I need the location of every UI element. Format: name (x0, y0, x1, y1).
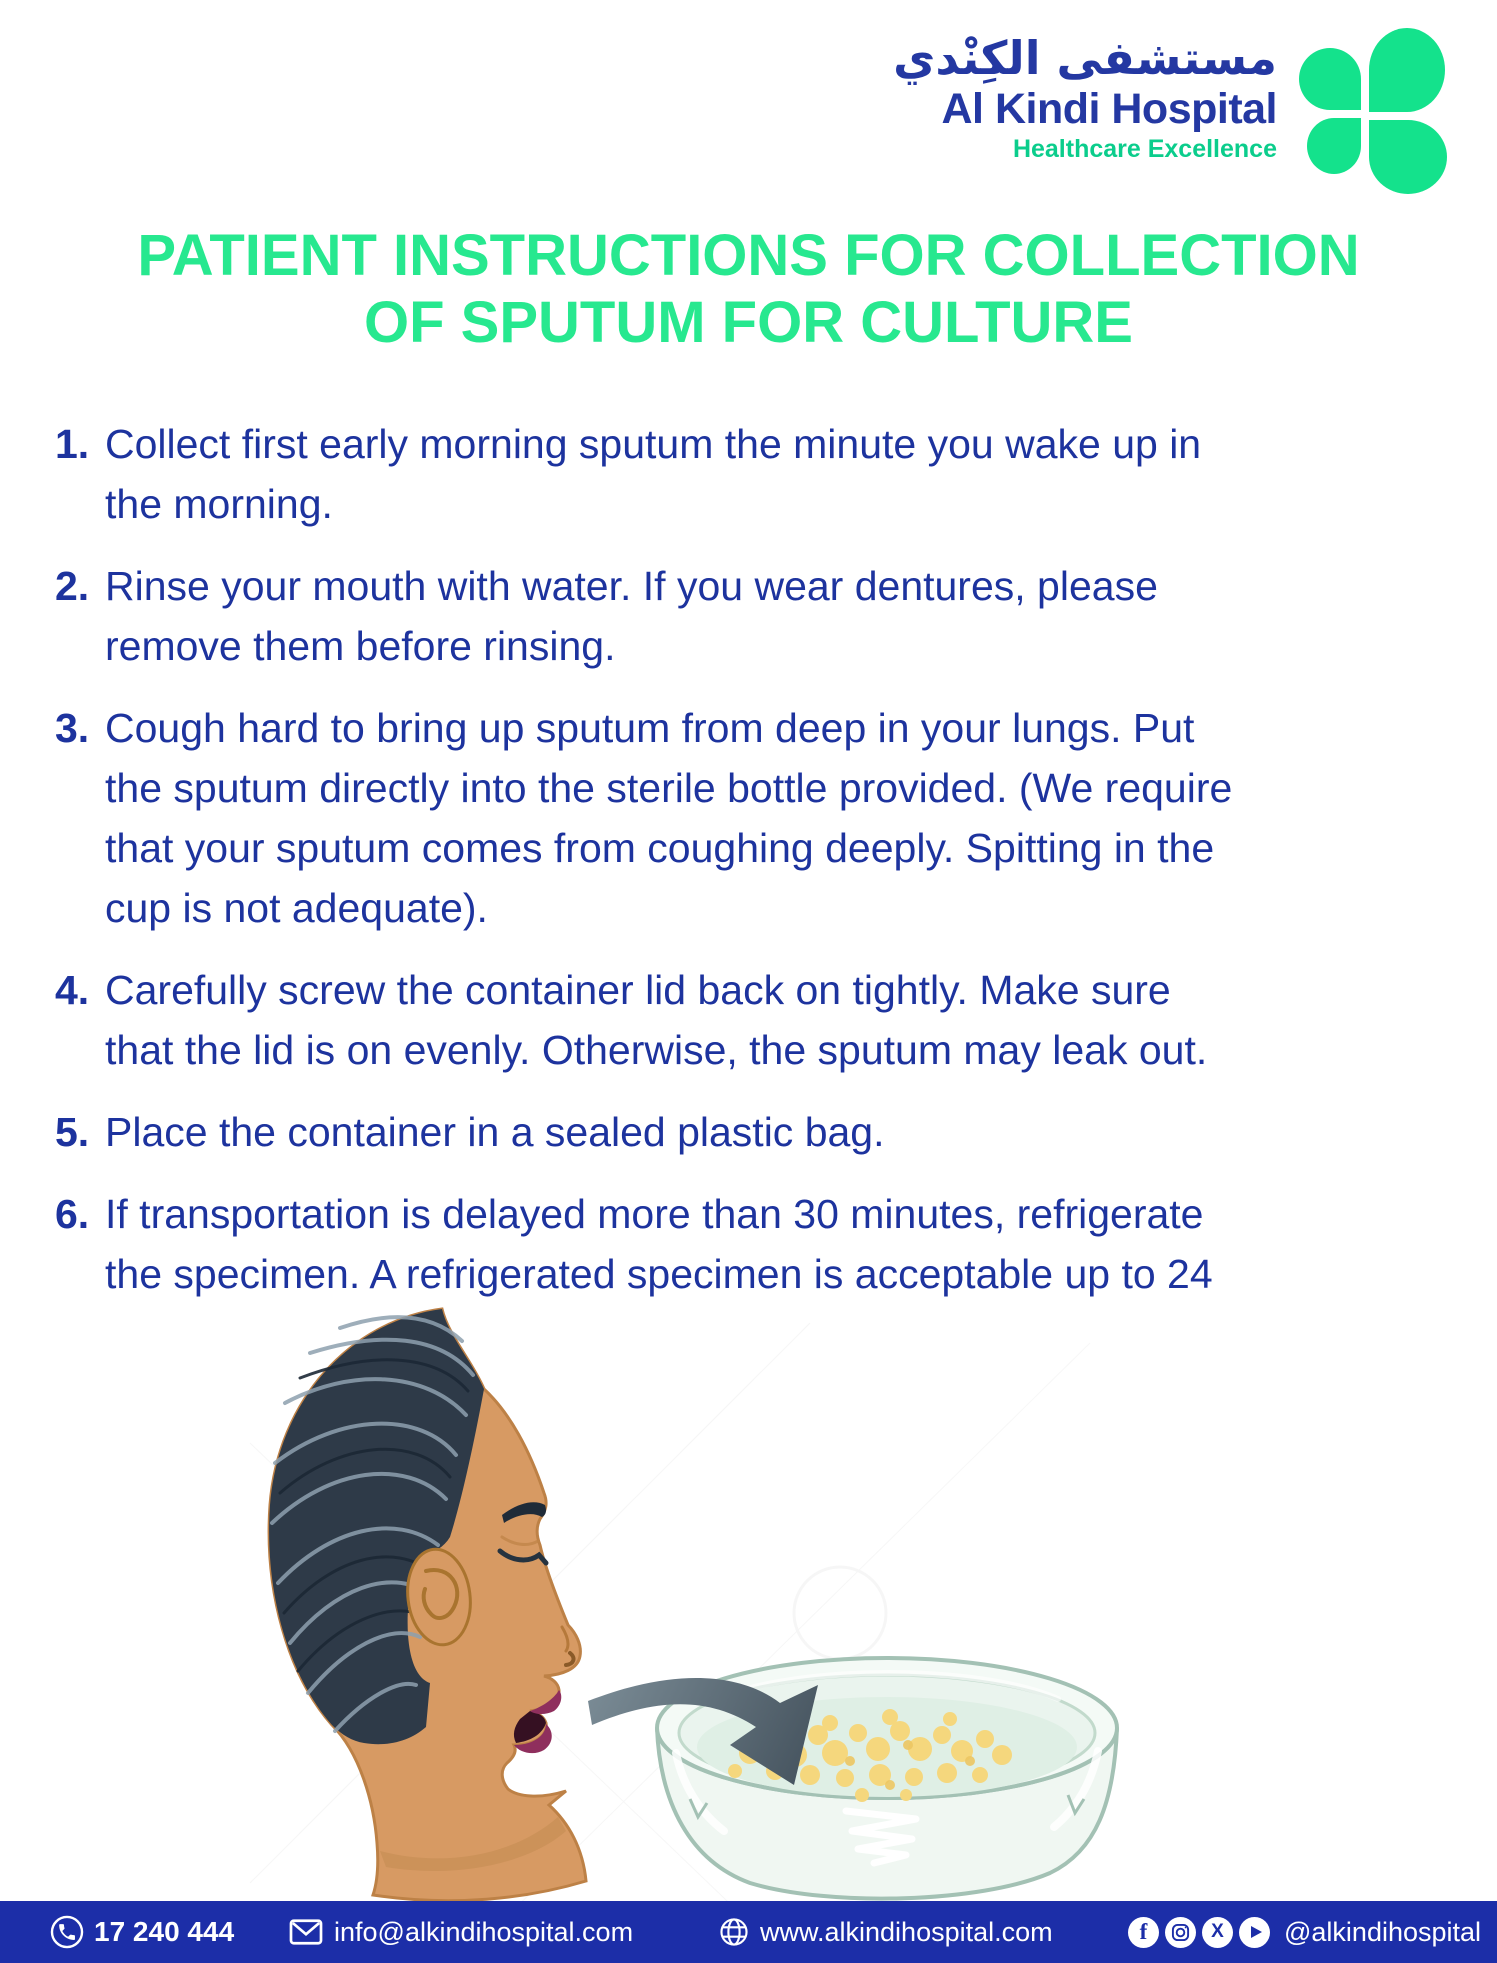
instruction-item (55, 556, 1455, 676)
logo-petal (1369, 28, 1445, 112)
item-number: 4. (55, 967, 90, 1013)
instruction-list (55, 414, 1455, 1326)
item-text-line: Rinse your mouth with water. If you wear dentures, please (105, 563, 1158, 609)
item-text-line: cup is not adequate). (105, 885, 488, 931)
illustration-sputum-collection (190, 1283, 1150, 1933)
item-text-line: Collect first early morning sputum the minute you wake up in (105, 421, 1202, 467)
item-text (105, 1102, 885, 1162)
item-text-line: Carefully screw the container lid back on tightly. Make sure (105, 967, 1171, 1013)
hospital-name: Al Kindi Hospital (941, 84, 1277, 133)
hospital-tagline: Healthcare Excellence (1012, 134, 1277, 163)
hospital-name-arabic: مستشفى الكِنْدي (893, 31, 1277, 85)
page-title (0, 222, 1497, 356)
instruction-item (55, 698, 1455, 938)
illustration-svg (190, 1283, 1150, 1933)
item-text-line: Place the container in a sealed plastic bag. (105, 1109, 885, 1155)
page-title-line2: OF SPUTUM FOR CULTURE (364, 290, 1133, 355)
item-text (105, 698, 1232, 938)
page-title-line1: PATIENT INSTRUCTIONS FOR COLLECTION (137, 223, 1360, 288)
facebook-icon: f (1128, 1917, 1159, 1948)
instagram-icon (1165, 1917, 1196, 1948)
item-number: 1. (55, 421, 90, 467)
item-text (105, 960, 1207, 1080)
footer-bar (0, 1901, 1497, 1963)
item-text-line: If transportation is delayed more than 30 minutes, refrigerate (105, 1191, 1204, 1237)
logo-petal (1299, 48, 1361, 110)
globe-icon (718, 1916, 750, 1948)
item-text (105, 556, 1158, 676)
item-number: 5. (55, 1109, 90, 1155)
footer-email (288, 1901, 633, 1963)
youtube-icon (1239, 1917, 1270, 1948)
phone-number: 17 240 444 (94, 1916, 235, 1947)
footer-website (718, 1901, 1053, 1963)
website-url: www.alkindihospital.com (760, 1916, 1053, 1947)
item-text-line: Cough hard to bring up sputum from deep in your lungs. Put (105, 705, 1195, 751)
item-text-line: that your sputum comes from coughing deeply. Spitting in the (105, 825, 1215, 871)
logo-petal (1307, 118, 1361, 174)
clover-logo-icon (1295, 26, 1447, 194)
phone-icon (50, 1915, 84, 1949)
logo-petal (1369, 120, 1447, 194)
footer-phone (50, 1901, 234, 1963)
footer-social (1128, 1901, 1481, 1963)
item-text-line: the sputum directly into the sterile bottle provided. (We require (105, 765, 1233, 811)
item-text-line: that the lid is on evenly. Otherwise, the sputum may leak out. (105, 1027, 1208, 1073)
instruction-item (55, 1102, 1455, 1162)
item-number: 3. (55, 705, 90, 751)
instruction-item (55, 414, 1455, 534)
item-number: 2. (55, 563, 90, 609)
item-text (105, 414, 1201, 534)
social-handle: @alkindihospital (1284, 1916, 1482, 1947)
brand-text (893, 31, 1277, 164)
item-text-line: the specimen. A refrigerated specimen is acceptable up to 24 (105, 1251, 1213, 1297)
x-twitter-icon: X (1202, 1917, 1233, 1948)
item-text-line: remove them before rinsing. (105, 623, 616, 669)
email-address: info@alkindihospital.com (334, 1916, 634, 1947)
instruction-item (55, 960, 1455, 1080)
man-head-profile (269, 1309, 586, 1901)
item-number: 6. (55, 1191, 90, 1237)
header (893, 26, 1447, 194)
item-text-line: the morning. (105, 481, 333, 527)
envelope-icon (288, 1917, 324, 1947)
